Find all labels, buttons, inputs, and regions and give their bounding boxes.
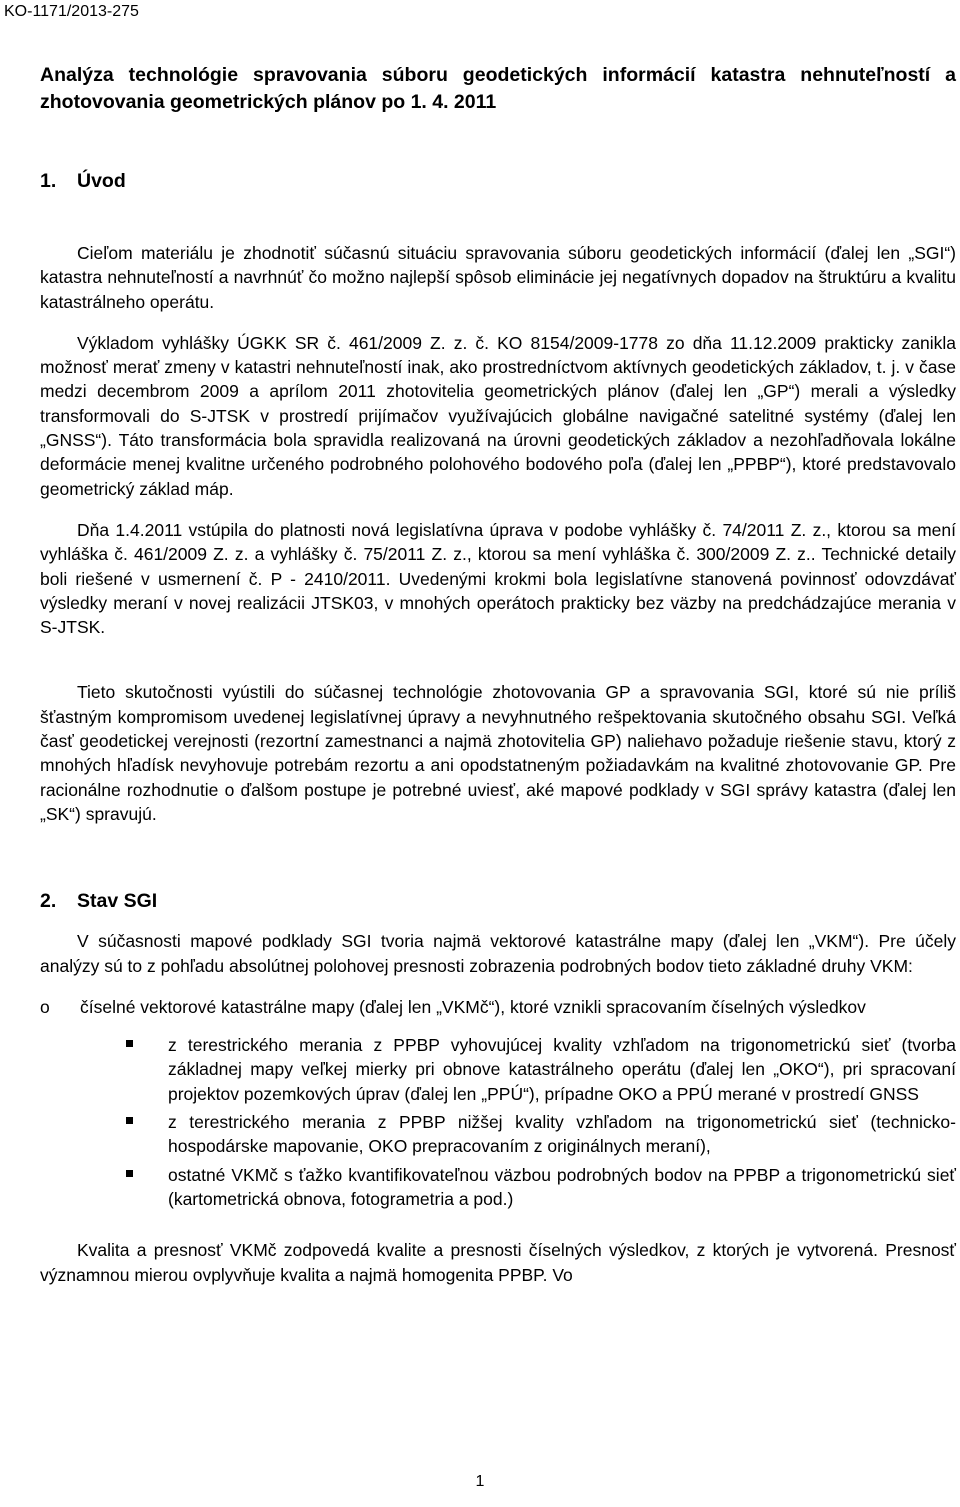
page-number: 1 xyxy=(475,1473,485,1490)
section-1-paragraph-2: Výkladom vyhlášky ÚGKK SR č. 461/2009 Z. z. č. KO 8154/2009-1778 zo dňa 11.12.2009 prakticky zanikla možnosť merať zmeny v katastri nehnuteľností inak, ako prostredníctvom aktívnych geodetických základov, t. j. v čase medzi decembrom 2009 a aprílom 2011 zhotovitelia geometrických plánov (ďalej len „GP“) merali a výsledky transformovali do S-JTSK v prostredí prijímačov využívajúcich globálne navigačné satelitné systémy (ďalej len „GNSS“). Táto transformácia bola spravidla realizovaná na úrovni geodetických základov a nezohľadňovala lokálne deformácie menej kvalitne určeného podrobného polohového bodového poľa (ďalej len „PPBP“), ktoré predstavovalo geometrický základ máp. xyxy=(40,332,956,499)
section-2-number: 2. xyxy=(40,890,57,913)
section-1-heading xyxy=(40,168,956,194)
section-2-paragraph-2: Kvalita a presnosť VKMč zodpovedá kvalite a presnosti číselných výsledkov, z ktorých je vytvorená. Presnosť významnou mierou ovplyvňuje kvalita a najmä homogenita PPBP. Vo xyxy=(40,1240,956,1285)
section-1-number: 1. xyxy=(40,170,57,192)
section-1-paragraph-1: Cieľom materiálu je zhodnotiť súčasnú situáciu spravovania súboru geodetických informácií (ďalej len „SGI“) katastra nehnuteľností a navrhnúť čo možno najlepší spôsob eliminácie jej negatívnych dopadov na štruktúru a kvalitu katastrálneho operátu. xyxy=(40,243,956,312)
list-item-text: číselné vektorové katastrálne mapy (ďalej len „VKMč“), ktoré vznikli spracovaním číselných výsledkov xyxy=(80,996,866,1017)
section-1-title: Úvod xyxy=(77,170,126,192)
sub-list-item xyxy=(40,1033,956,1106)
sub-list-item-text: z terestrického merania z PPBP nižšej kvality vzhľadom na trigonometrickú sieť (technicko-hospodárske mapovanie, OKO prepracovaním z originálnych meraní), xyxy=(168,1112,956,1157)
square-bullet-icon xyxy=(126,1040,133,1047)
section-2-title: Stav SGI xyxy=(77,890,158,913)
section-2-paragraph-1: V súčasnosti mapové podklady SGI tvoria najmä vektorové katastrálne mapy (ďalej len „VKM“). Pre účely analýzy sú to z pohľadu absolútnej polohovej presnosti zobrazenia podrobných bodov tieto základné druhy VKM: xyxy=(40,931,956,976)
list-bullet-o: o xyxy=(40,996,50,1017)
document-id: KO-1171/2013-275 xyxy=(4,3,139,20)
square-bullet-icon xyxy=(126,1117,133,1124)
section-2-heading xyxy=(40,888,956,914)
section-1-paragraph-3: Dňa 1.4.2011 vstúpila do platnosti nová legislatívna úprava v podobe vyhlášky č. 74/2011 Z. z., ktorou sa mení vyhláška č. 461/2009 Z. z. a vyhlášky č. 75/2011 Z. z., ktorou sa mení vyhláška č. 300/2009 Z. z.. Technické detaily boli riešené v usmernení č. P - 2410/2011. Uvedenými krokmi bola legislatívne stanovená povinnosť odovzdávať výsledky meraní v novej realizácii JTSK03, v mnohých operátoch prakticky bez väzby na predchádzajúce merania v S-JTSK. xyxy=(40,519,956,638)
square-bullet-icon xyxy=(126,1170,133,1177)
sub-list-item xyxy=(40,1163,956,1212)
document-body xyxy=(40,62,956,1287)
list-item xyxy=(40,995,956,1019)
sub-list-item-text: ostatné VKMč s ťažko kvantifikovateľnou väzbou podrobných bodov na PPBP a trigonometrickú sieť (kartometrická obnova, fotogrametria a pod.) xyxy=(168,1164,956,1209)
sub-list-item xyxy=(40,1110,956,1159)
section-1-paragraph-4: Tieto skutočnosti vyústili do súčasnej technológie zhotovovania GP a spravovania SGI, ktoré sú nie príliš šťastným kompromisom uvedenej legislatívnej úpravy a nevyhnutného rešpektovania skutočného obsahu SGI. Veľká časť geodetickej verejnosti (rezortní zamestnanci a najmä zhotovitelia GP) naliehavo požaduje riešenie stavu, ktorý z mnohých hľadísk nevyhovuje potrebám rezortu a ani opodstatneným požiadavkám na kvalitné zhotovovanie GP. Pre racionálne rozhodnutie o ďalšom postupe je potrebné uviesť, aké mapové podklady v SGI správy katastra (ďalej len „SK“) spravujú. xyxy=(40,682,956,824)
document-title: Analýza technológie spravovania súboru geodetických informácií katastra nehnuteľností a zhotovovania geometrických plánov po 1. 4. 2011 xyxy=(40,64,956,113)
sub-list-item-text: z terestrického merania z PPBP vyhovujúcej kvality vzhľadom na trigonometrickú sieť (tvorba základnej mapy veľkej mierky pri obnove katastrálneho operátu (ďalej len „OKO“), pri spracovaní projektov pozemkových úprav (ďalej len „PPÚ“), prípadne OKO a PPÚ merané v prostredí GNSS xyxy=(168,1035,956,1104)
